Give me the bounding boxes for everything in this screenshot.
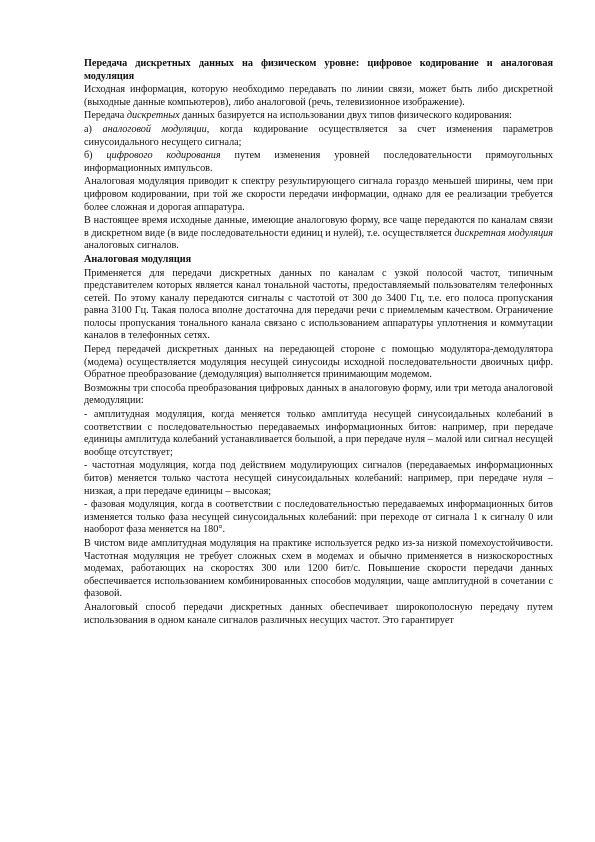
list-item-a xyxy=(84,124,553,149)
text-run: В настоящее время исходные данные, имеющие аналоговую форму, все чаще передаются по каналам связи в дискретном виде (в виде последовательности единиц и нулей), т.е. осуществляется xyxy=(84,215,553,239)
list-item-amplitude: - амплитудная модуляция, когда меняется только амплитуда несущей синусоидальных колебаний в соответствии с последовательностью передаваемых информационных битов: например, при передаче единицы амплитуда колебаний устанавливается большой, а при передаче нуля – малой или сигнал несущей вообще отсутствует; xyxy=(84,409,553,458)
document-title: Передача дискретных данных на физическом уровне: цифровое кодирование и аналоговая модуляция xyxy=(84,58,553,82)
list-prefix: б) xyxy=(84,150,107,162)
list-item-phase: - фазовая модуляция, когда в соответствии с последовательностью передаваемых информационных битов изменяется только фаза несущей синусоидальных колебаний: при переходе от сигнала 1 к сигналу 0 или наоборот фаза меняется на 180°. xyxy=(84,499,553,536)
italic-term: дискретных xyxy=(126,110,180,122)
paragraph-coding-types xyxy=(84,110,553,123)
paragraph-practice: В чистом виде амплитудная модуляция на практике используется редко из-за низкой помехоустойчивости. Частотная модуляция не требует сложных схем в модемах и обычно применяется в низкоскоростных модемах, работающих на скоростях 300 или 1200 бит/с. Повышение скорости передачи данных обеспечивается использованием комбинированных способов модуляции, чаще амплитудной в сочетании с фазовой. xyxy=(84,537,553,600)
text-run: Передача xyxy=(84,110,127,122)
list-item-frequency: - частотная модуляция, когда под действием модулирующих сигналов (передаваемых информационных битов) меняется только частота несущей синусоидальных колебаний: например, при передаче нуля – низкая, а при передаче единицы – высокая; xyxy=(84,460,553,497)
text-run: путем изменения уровней последовательности прямоугольных информационных импульсов. xyxy=(84,150,554,174)
italic-term: цифрового кодирования xyxy=(106,150,221,162)
italic-term: дискретная модуляция xyxy=(454,227,553,239)
paragraph-broadband: Аналоговый способ передачи дискретных данных обеспечивает широкополосную передачу путем использования в одном канале сигналов различных несущих частот. Это гарантирует xyxy=(84,601,553,626)
paragraph-spectrum: Аналоговая модуляция приводит к спектру результирующего сигнала гораздо меньшей ширины, чем при цифровом кодировании, при той же скорости передачи информации, однако для ее реализации требуется более сложная и дорогая аппаратура. xyxy=(84,176,553,213)
paragraph-tonal-channel: Применяется для передачи дискретных данных по каналам с узкой полосой частот, типичным представителем которых является канал тональной частоты, предоставляемый пользователям телефонных сетей. По этому каналу передаются сигналы с частотой от 300 до 3400 Гц, т.е. его полоса пропускания равна 3100 Гц. Такая полоса вполне достаточна для передачи речи с приемлемым качеством. Ограничение полосы пропускания тонального канала связано с использованием аппаратуры уплотнения и коммутации каналов в телефонных сетях. xyxy=(84,267,553,342)
text-run: , когда кодирование осуществляется за счет изменения параметров синусоидального несущего сигнала; xyxy=(84,123,553,148)
italic-term: аналоговой модуляции xyxy=(102,123,207,135)
paragraph-intro: Исходная информация, которую необходимо передавать по линии связи, может быть либо дискретной (выходные данные компьютеров), либо аналоговой (речь, телевизионное изображение). xyxy=(84,84,553,108)
paragraph-discrete-modulation xyxy=(84,215,553,253)
list-prefix: а) xyxy=(84,123,103,135)
paragraph-three-methods: Возможны три способа преобразования цифровых данных в аналоговую форму, или три метода аналоговой демодуляции: xyxy=(84,382,553,407)
section-subheading: Аналоговая модуляция xyxy=(84,253,192,265)
text-run: данных базируется на использовании двух типов физического кодирования: xyxy=(179,110,513,122)
paragraph-modem: Перед передачей дискретных данных на передающей стороне с помощью модулятора-демодулятора (модема) осуществляется модуляция несущей синусоиды исходной последовательности двоичных цифр. Обратное преобразование (демодуляция) выполняется принимающим модемом. xyxy=(84,344,553,381)
text-run: аналоговых сигналов. xyxy=(84,240,179,252)
list-item-b xyxy=(84,150,553,175)
